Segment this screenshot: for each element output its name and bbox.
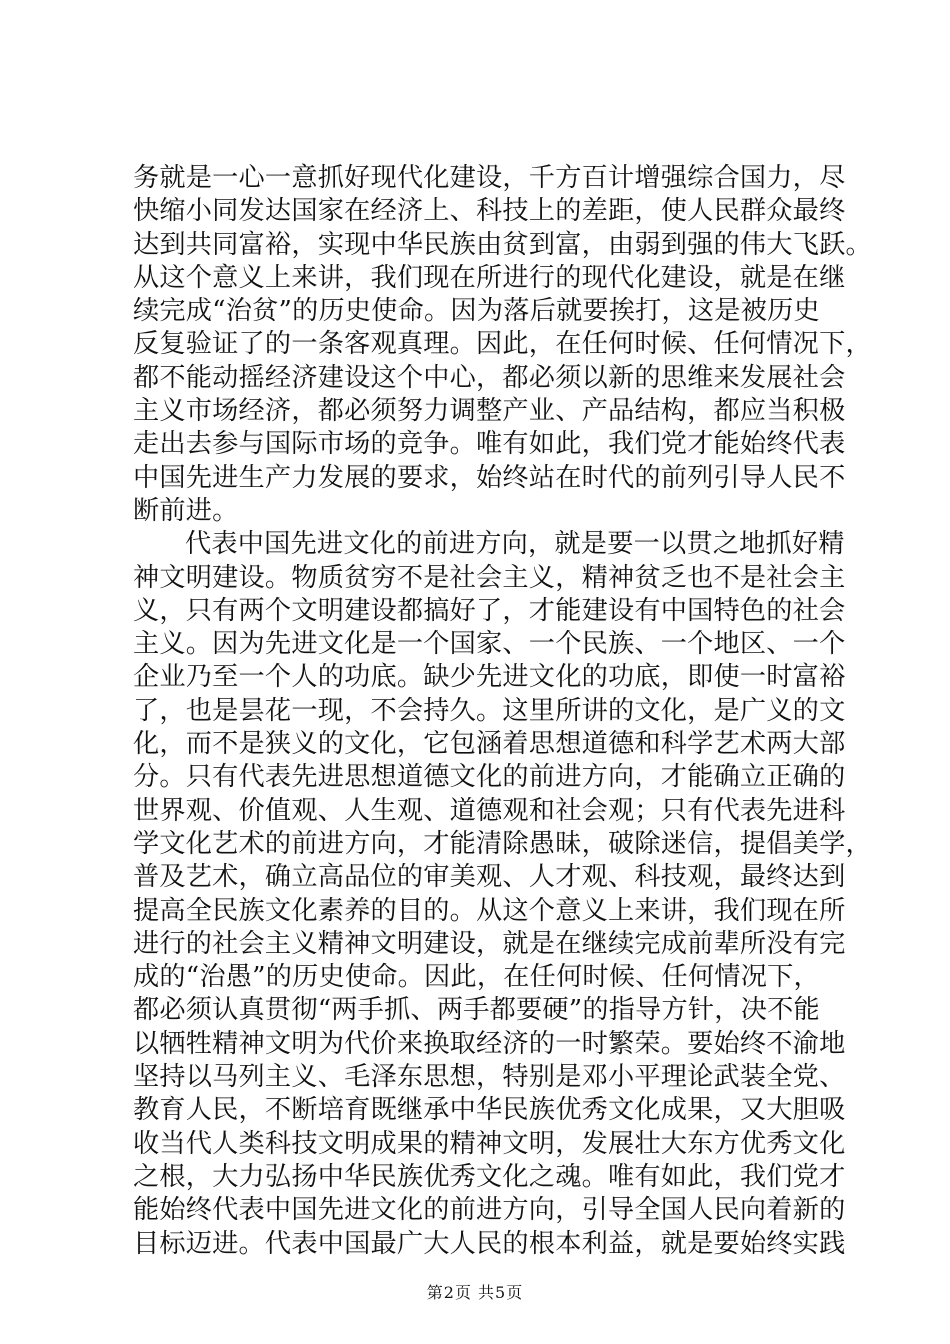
text-line: 主义。因为先进文化是一个国家、一个民族、一个地区、一个 <box>133 629 846 660</box>
text-line: 务就是一心一意抓好现代化建设，千方百计增强综合国力，尽 <box>133 163 846 193</box>
text-line: 坚持以马列主义、毛泽东思想，特别是邓小平理论武装全党、 <box>133 1062 846 1093</box>
text-line: 成的“治愚”的历史使命。因此，在任何时候、任何情况下， <box>133 962 820 993</box>
text-line: 以牺牲精神文明为代价来换取经济的一时繁荣。要始终不渝地 <box>133 1028 846 1059</box>
text-line: 从这个意义上来讲，我们现在所进行的现代化建设，就是在继 <box>133 262 846 293</box>
text-line: 提高全民族文化素养的目的。从这个意义上来讲，我们现在所 <box>133 895 846 926</box>
text-line: 之根，大力弘扬中华民族优秀文化之魂。唯有如此，我们党才 <box>133 1161 846 1192</box>
text-line: 续完成“治贫”的历史使命。因为落后就要挨打，这是被历史 <box>133 296 820 327</box>
text-line: 都必须认真贯彻“两手抓、两手都要硬”的指导方针，决不能 <box>133 995 820 1026</box>
text-line: 能始终代表中国先进文化的前进方向，引导全国人民向着新的 <box>133 1195 846 1226</box>
page-footer: 第2页 共5页 <box>426 1283 524 1302</box>
text-line: 收当代人类科技文明成果的精神文明，发展壮大东方优秀文化 <box>133 1128 846 1159</box>
text-line: 反复验证了的一条客观真理。因此，在任何时候、任何情况下， <box>133 329 872 360</box>
text-line: 进行的社会主义精神文明建设，就是在继续完成前辈所没有完 <box>133 928 846 959</box>
text-line: 义，只有两个文明建设都搞好了，才能建设有中国特色的社会 <box>133 595 846 626</box>
text-line: 世界观、价值观、人生观、道德观和社会观；只有代表先进科 <box>133 795 846 826</box>
paragraph-start-line: 代表中国先进文化的前进方向，就是要一以贯之地抓好精 <box>185 529 845 560</box>
text-line: 主义市场经济，都必须努力调整产业、产品结构，都应当积极 <box>133 396 846 427</box>
text-line: 普及艺术，确立高品位的审美观、人才观、科技观，最终达到 <box>133 862 846 893</box>
text-line: 快缩小同发达国家在经济上、科技上的差距，使人民群众最终 <box>133 196 846 227</box>
text-line: 教育人民，不断培育既继承中华民族优秀文化成果，又大胆吸 <box>133 1095 846 1126</box>
text-line: 断前进。 <box>133 495 239 526</box>
text-line: 化，而不是狭义的文化，它包涵着思想道德和科学艺术两大部 <box>133 729 846 760</box>
text-line: 学文化艺术的前进方向，才能清除愚昧，破除迷信，提倡美学， <box>133 828 872 859</box>
text-line: 走出去参与国际市场的竞争。唯有如此，我们党才能始终代表 <box>133 429 846 460</box>
text-line: 目标迈进。代表中国最广大人民的根本利益，就是要始终实践 <box>133 1228 846 1259</box>
text-line: 达到共同富裕，实现中华民族由贫到富，由弱到强的伟大飞跃。 <box>133 229 872 260</box>
text-line: 中国先进生产力发展的要求，始终站在时代的前列引导人民不 <box>133 462 846 493</box>
text-line: 了，也是昙花一现，不会持久。这里所讲的文化，是广义的文 <box>133 695 846 726</box>
body-text <box>133 162 872 1261</box>
text-line: 企业乃至一个人的功底。缺少先进文化的功底，即使一时富裕 <box>133 662 846 693</box>
text-line: 神文明建设。物质贫穷不是社会主义，精神贫乏也不是社会主 <box>133 562 846 593</box>
text-line: 都不能动摇经济建设这个中心，都必须以新的思维来发展社会 <box>133 362 846 393</box>
text-line: 分。只有代表先进思想道德文化的前进方向，才能确立正确的 <box>133 762 846 793</box>
